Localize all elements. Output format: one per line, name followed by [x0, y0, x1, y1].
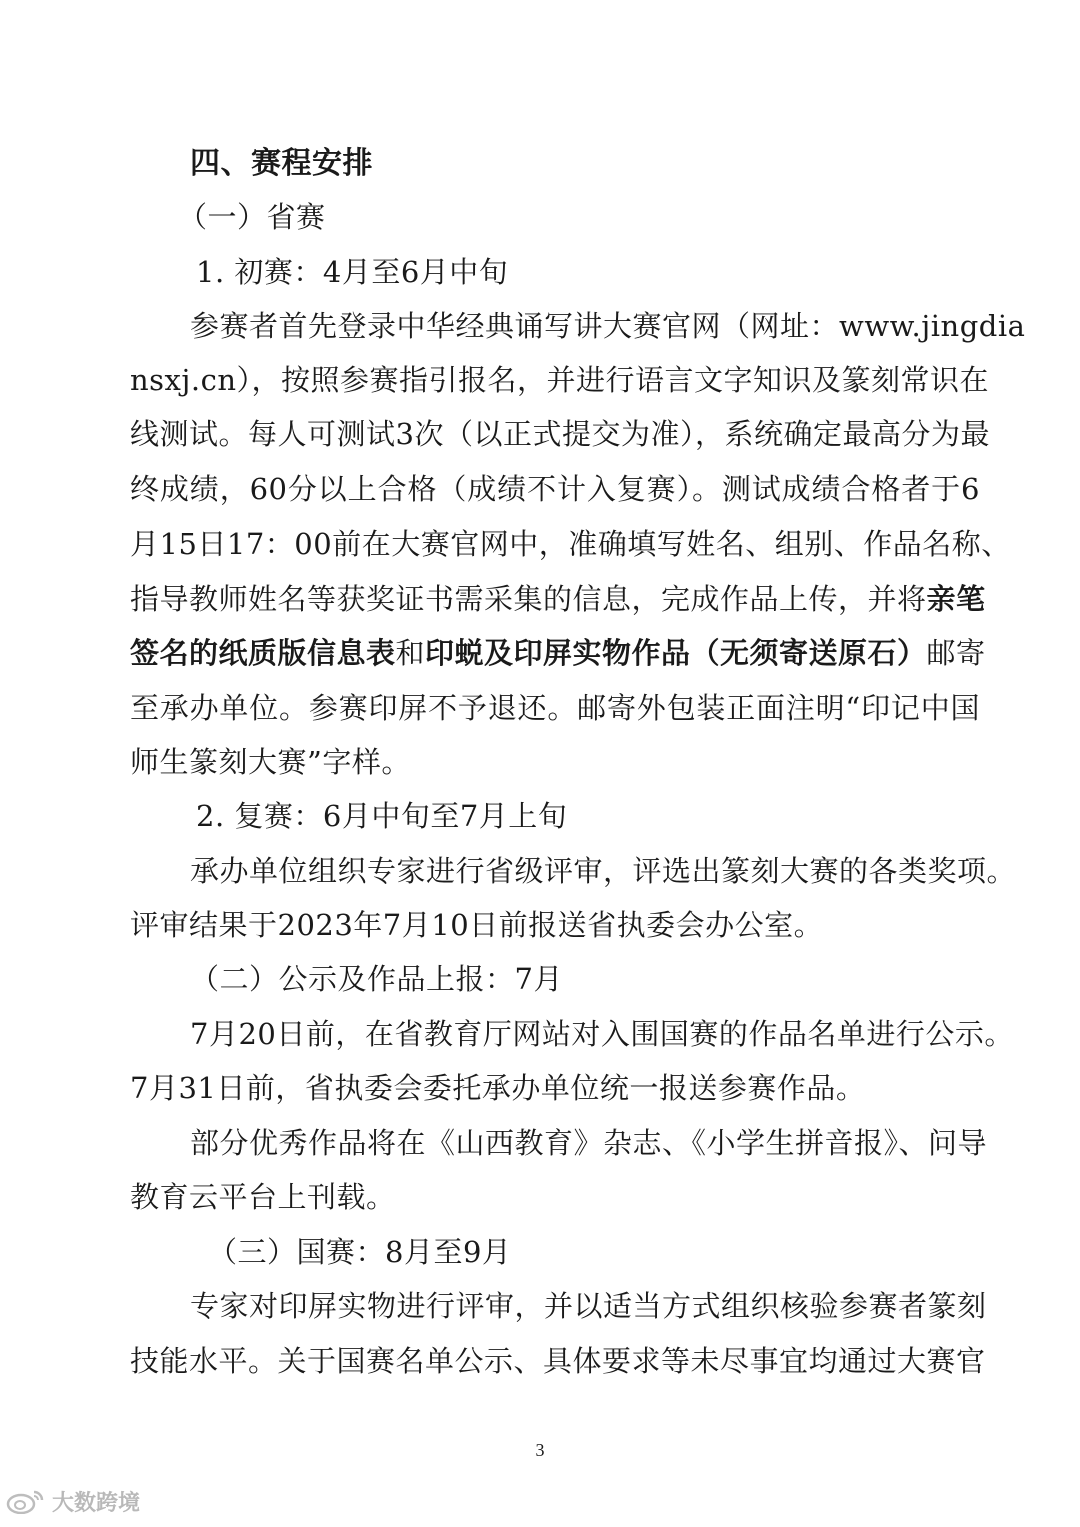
paragraph-line: 师生篆刻大赛”字样。 — [130, 745, 411, 779]
paragraph-line: 评审结果于2023年7月10日前报送省执委会办公室。 — [130, 908, 824, 942]
paragraph-line: 线测试。每人可测试3次（以正式提交为准），系统确定最高分为最 — [130, 417, 990, 451]
bold-text-segment: 签名的纸质版信息表 — [130, 636, 396, 670]
watermark — [6, 1486, 140, 1516]
weibo-logo-icon — [6, 1488, 46, 1514]
item-preliminary: 1. 初赛：4月至6月中旬 — [196, 255, 509, 289]
text-segment: 和 — [395, 636, 426, 670]
paragraph-line: 技能水平。关于国赛名单公示、具体要求等未尽事宜均通过大赛官 — [130, 1344, 986, 1378]
paragraph-line: nsxj.cn），按照参赛指引报名，并进行语言文字知识及篆刻常识在 — [130, 363, 990, 397]
section-heading: 四、赛程安排 — [190, 146, 373, 181]
subsection-heading-publicity: （二）公示及作品上报：7月 — [190, 962, 563, 996]
subsection-heading-provincial: （一）省赛 — [178, 200, 326, 234]
paragraph-line — [130, 632, 986, 674]
paragraph-line: 专家对印屏实物进行评审，并以适当方式组织核验参赛者篆刻 — [190, 1289, 987, 1323]
bold-text-segment: 亲笔 — [926, 582, 986, 616]
item-semifinal: 2. 复赛：6月中旬至7月上旬 — [196, 799, 568, 833]
bold-text-segment: 印蜕及印屏实物作品（无须寄送原石） — [425, 636, 927, 670]
paragraph-line: 部分优秀作品将在《山西教育》杂志、《小学生拼音报》、问导 — [190, 1126, 988, 1160]
subsection-heading-national: （三）国赛：8月至9月 — [208, 1235, 512, 1269]
text-segment: 指导教师姓名等获奖证书需采集的信息，完成作品上传，并将 — [130, 582, 927, 616]
paragraph-line: 教育云平台上刊载。 — [130, 1180, 396, 1214]
watermark-text: 大数跨境 — [52, 1490, 141, 1516]
paragraph-line — [130, 578, 986, 620]
paragraph-line: 至承办单位。参赛印屏不予退还。邮寄外包装正面注明“印记中国 — [130, 691, 980, 725]
paragraph-line: 7月20日前，在省教育厅网站对入围国赛的作品名单进行公示。 — [190, 1017, 1014, 1051]
paragraph-line: 承办单位组织专家进行省级评审，评选出篆刻大赛的各类奖项。 — [190, 854, 1017, 888]
text-segment: 邮寄 — [926, 636, 986, 670]
page-number: 3 — [535, 1440, 545, 1460]
paragraph-line: 月15日17：00前在大赛官网中，准确填写姓名、组别、作品名称、 — [130, 527, 1011, 561]
paragraph-line: 参赛者首先登录中华经典诵写讲大赛官网（网址：www.jingdia — [190, 309, 1026, 343]
paragraph-line: 终成绩，60分以上合格（成绩不计入复赛）。测试成绩合格者于6 — [130, 472, 980, 506]
paragraph-line: 7月31日前，省执委会委托承办单位统一报送参赛作品。 — [130, 1071, 866, 1105]
